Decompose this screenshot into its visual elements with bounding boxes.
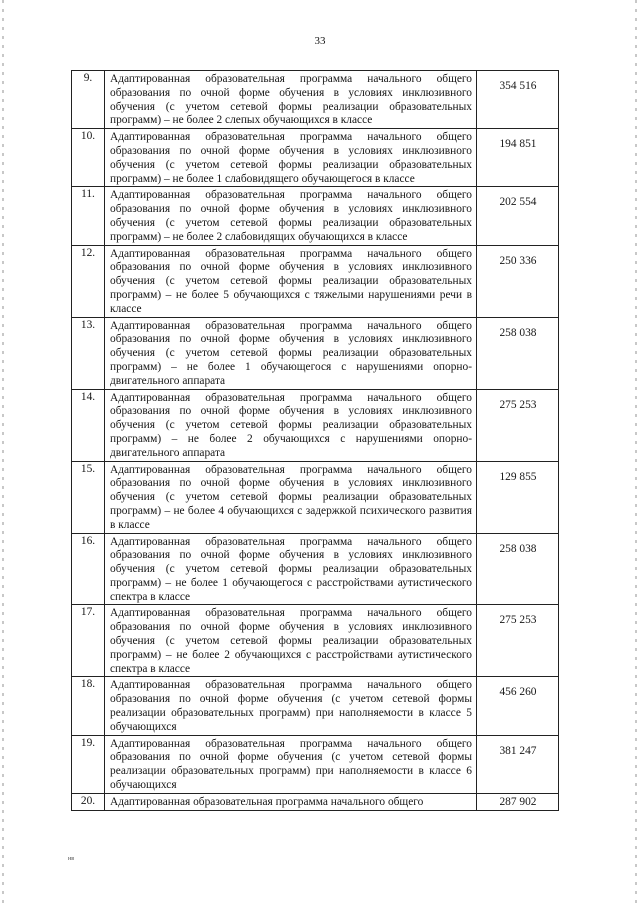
program-cost-table [71,70,559,811]
row-number-cell: 20. [72,793,105,810]
table-row [72,677,559,735]
row-number-cell: 16. [72,533,105,605]
table-row [72,317,559,389]
program-description-cell: Адаптированная образовательная программа начального общего образования по очной форме обучения в условиях инклюзивного обучения (с учетом сетевой формы реализации образовательных программ) – не более 1 слабовидящего обучающегося в классе [105,129,477,187]
program-description-cell: Адаптированная образовательная программа начального общего образования по очной форме обучения (с учетом сетевой формы реализации образовательных программ) при наполняемости в классе 6 обучающихся [105,735,477,793]
row-number-cell: 18. [72,677,105,735]
program-description-cell: Адаптированная образовательная программа начального общего образования по очной форме обучения в условиях инклюзивного обучения (с учетом сетевой формы реализации образовательных программ) – не более 2 слабовидящих обучающихся в классе [105,187,477,245]
table-row [72,187,559,245]
cost-value-cell: 354 516 [477,71,559,129]
scan-edge-left [2,0,4,905]
row-number-cell: 11. [72,187,105,245]
program-description-cell: Адаптированная образовательная программа начального общего образования по очной форме обучения в условиях инклюзивного обучения (с учетом сетевой формы реализации образовательных программ) – не более 5 обучающихся с тяжелыми нарушениями речи в классе [105,245,477,317]
table-body [72,71,559,811]
program-description-cell: Адаптированная образовательная программа начального общего образования по очной форме обучения в условиях инклюзивного обучения (с учетом сетевой формы реализации образовательных программ) – не более 2 обучающихся с расстройствами аутистического спектра в классе [105,605,477,677]
cost-value-cell: 129 855 [477,461,559,533]
table-row [72,245,559,317]
cost-value-cell: 456 260 [477,677,559,735]
cost-value-cell: 381 247 [477,735,559,793]
table-row [72,71,559,129]
footer-initials: нв [68,856,75,862]
table-row [72,605,559,677]
table-row [72,129,559,187]
row-number-cell: 12. [72,245,105,317]
page-number: 33 [314,35,326,47]
table-row [72,533,559,605]
cost-value-cell: 202 554 [477,187,559,245]
scan-edge-right [635,0,637,905]
row-number-cell: 14. [72,389,105,461]
program-description-cell: Адаптированная образовательная программа начального общего [105,793,477,810]
program-description-cell: Адаптированная образовательная программа начального общего образования по очной форме обучения в условиях инклюзивного обучения (с учетом сетевой формы реализации образовательных программ) – не более 4 обучающихся с задержкой психического развития в классе [105,461,477,533]
program-description-cell: Адаптированная образовательная программа начального общего образования по очной форме обучения в условиях инклюзивного обучения (с учетом сетевой формы реализации образовательных программ) – не более 1 обучающегося с расстройствами аутистического спектра в классе [105,533,477,605]
row-number-cell: 15. [72,461,105,533]
table-row [72,793,559,810]
row-number-cell: 17. [72,605,105,677]
table-row [72,735,559,793]
row-number-cell: 13. [72,317,105,389]
table-row [72,461,559,533]
cost-value-cell: 287 902 [477,793,559,810]
cost-value-cell: 258 038 [477,317,559,389]
program-description-cell: Адаптированная образовательная программа начального общего образования по очной форме обучения в условиях инклюзивного обучения (с учетом сетевой формы реализации образовательных программ) – не более 1 обучающегося с нарушениями опорно-двигательного аппарата [105,317,477,389]
program-description-cell: Адаптированная образовательная программа начального общего образования по очной форме обучения в условиях инклюзивного обучения (с учетом сетевой формы реализации образовательных программ) – не более 2 слепых обучающихся в классе [105,71,477,129]
row-number-cell: 10. [72,129,105,187]
cost-value-cell: 194 851 [477,129,559,187]
row-number-cell: 9. [72,71,105,129]
program-description-cell: Адаптированная образовательная программа начального общего образования по очной форме обучения (с учетом сетевой формы реализации образовательных программ) при наполняемости в классе 5 обучающихся [105,677,477,735]
table-row [72,389,559,461]
row-number-cell: 19. [72,735,105,793]
cost-value-cell: 258 038 [477,533,559,605]
cost-value-cell: 250 336 [477,245,559,317]
cost-value-cell: 275 253 [477,605,559,677]
program-description-cell: Адаптированная образовательная программа начального общего образования по очной форме обучения в условиях инклюзивного обучения (с учетом сетевой формы реализации образовательных программ) – не более 2 обучающихся с нарушениями опорно-двигательного аппарата [105,389,477,461]
cost-value-cell: 275 253 [477,389,559,461]
